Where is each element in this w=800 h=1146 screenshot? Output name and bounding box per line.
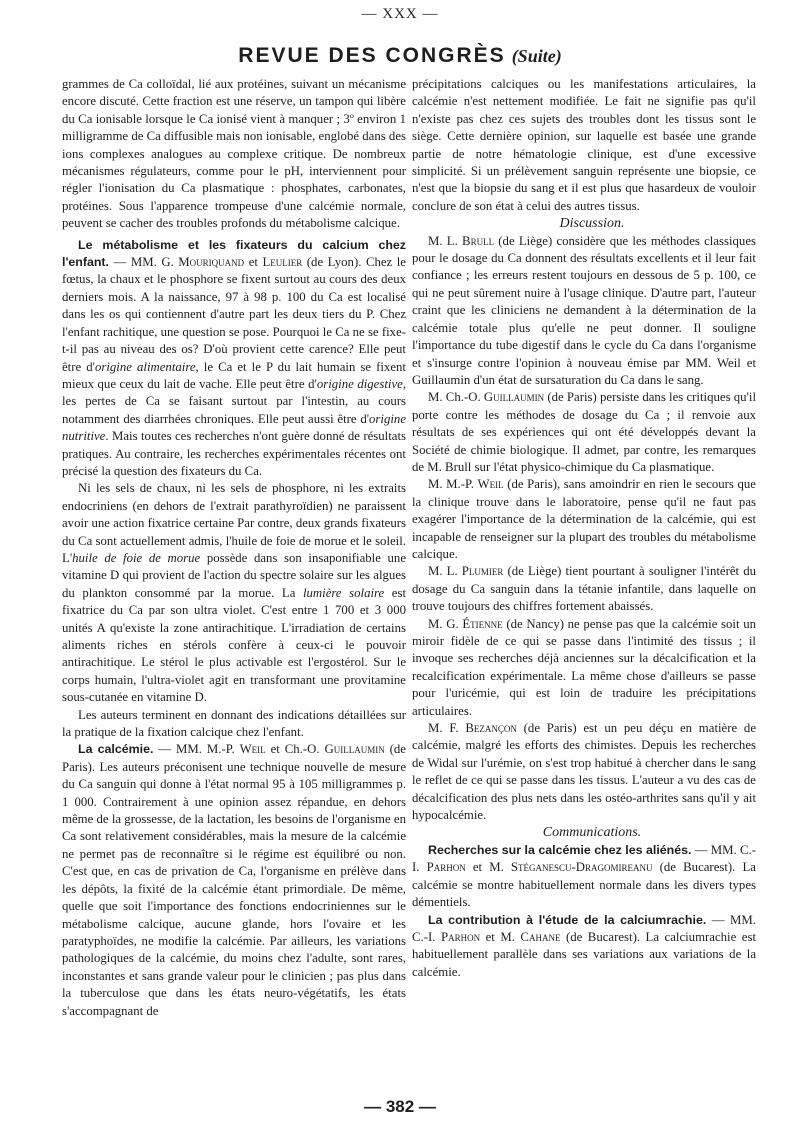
article-heading: Recherches sur la calcémie chez les aliénés. [428, 842, 692, 857]
article-heading: La calcémie. [78, 742, 154, 757]
title-main: REVUE DES CONGRÈS [238, 44, 506, 67]
paragraph: grammes de Ca colloïdal, lié aux protéines, suivant un mécanisme encore discuté. Cette fraction est une réserve, un tampon qui libère du Ca ionisable lorsque le Ca ionisé vient à manquer ; 3º environ 1 milligramme de Ca diffusible mais non ionisable, englobé dans des ions complexes analogues au complexe critique. De nombreux mécanismes régulateurs, comme pour le pH, interviennent pour régler l'ionisation du Ca plasmatique : phosphates, carbonates, protéines. Sous l'apparence trompeuse d'une calcémie normale, peuvent se cacher des troubles profonds du métabolisme calcique. [62, 77, 406, 231]
roman-page-number: — XXX — [361, 6, 439, 22]
author-name: Guillaumin [324, 742, 385, 757]
author-name: Weil [239, 742, 266, 757]
discussion-entry: M. L. Plumier (de Liège) tient pourtant à souligner l'intérêt du dosage du Ca sanguin dans la tétanie infantile, dans laquelle on trouve toujours des chiffres fortement abaissés. [412, 564, 756, 614]
author-name: Leulier [262, 255, 303, 270]
paragraph: Ni les sels de chaux, ni les sels de phosphore, ni les extraits endocriniens (en dehors de l'extrait parathyroïdien) ne paraissent avoir une action fixatrice certaine Par contre, deux grands fixateurs du Ca sont actuellement admis, l'huile de foie de morue et le soleil. L'huile de foie de morue possède dans son insaponifiable une vitamine D qui provient de l'action du spectre solaire sur les algues du plankton consommé par la morue. La lumière solaire est fixatrice du Ca par son ultra violet. C'est entre 1 700 et 3 000 unités A qu'existe la zone antirachitique. L'irradiation de certains aliments riches en stérols confère à ceux-ci le pouvoir antirachitique. Le stérol le plus activable est l'ergostérol. Sur le corps humain, l'ultra-violet agit en transformant une provitamine sous-cutanée en vitamine D. [62, 481, 407, 705]
discussion-entry: M. G. Étienne (de Nancy) ne pense pas que la calcémie soit un miroir fidèle de ce qui se passe dans l'intimité des tissus ; il invoque ses recherches déjà anciennes sur la décalcification et la recalcification expérimentale. La même chose d'ailleurs se passe pour l'uricémie, qui est loin de traduire les précipitations articulaires. [412, 616, 756, 718]
communication-entry: Recherches sur la calcémie chez les aliénés. — MM. C.-I. Parhon et M. Stéganescu-Dragomireanu (de Bucarest). La calcémie se montre habituellement normale dans les divers types démentiels. [412, 842, 756, 910]
author-name: Weil [477, 477, 504, 492]
page-number: — 382 — [364, 1097, 436, 1116]
author-name: Cahane [520, 929, 561, 944]
author-name: Parhon [440, 929, 481, 944]
author-name: Guillaumin [483, 390, 545, 405]
communication-entry: La contribution à l'étude de la calciumrachie. — MM. C.-I. Parhon et M. Cahane (de Bucarest). La calciumrachie est habituellement parallèle dans ses variations aux variations de la calcémie. [412, 912, 757, 979]
right-column [412, 76, 756, 981]
article-heading: La contribution à l'étude de la calciumrachie. [428, 912, 707, 927]
author-name: Bezançon [465, 721, 517, 736]
title-suffix: (Suite) [511, 46, 562, 66]
discussion-entry: M. M.-P. Weil (de Paris), sans amoindrir en rien le secours que la clinique trouve dans le laboratoire, pense qu'il ne faut pas exagérer l'importance de la détermination de la calcémie, qui est incapable de renseigner sur la plupart des troubles du métabolisme calcique. [412, 477, 756, 561]
discussion-entry: M. L. Brull (de Liège) considère que les méthodes classiques pour le dosage du Ca donnent des résultats excellents et il leur fait confiance ; les erreurs restent toujours en dessous de 5 p. 100, ce qui ne peut sûrement nuire à l'usage clinique. D'autre part, l'auteur craint que les cliniciens ne demandent à la détermination de la calcémie totale plus qu'elle ne peut donner. Il souligne l'importance du tube digestif dans le cycle du Ca dans l'organisme et s'insurge contre l'opinion à nouveau émise par MM. Weil et Guillaumin d'un état de sursaturation du Ca dans le sang. [412, 233, 756, 387]
communications-heading: Communications. [542, 825, 642, 841]
discussion-heading: Discussion. [559, 216, 625, 232]
author-name: Plumier [461, 564, 504, 579]
author-name: Parhon [426, 860, 466, 875]
paragraph: Les auteurs terminent en donnant des indications détaillées sur la pratique de la fixation calcique chez l'enfant. [62, 707, 406, 740]
author-name: Mouriquand [178, 255, 245, 270]
paragraph: précipitations calciques ou les manifestations articulaires, la calcémie n'est nettement modifiée. Le fait ne signifie pas qu'il n'existe pas chez ces sujets des troubles dont les tissus sont le siège. Cette dernière opinion, sur laquelle est basée une grande partie de notre hématologie clinique, est d'une excessive simplicité. Si un prélèvement sanguin représente une biopsie, ce n'est que la biopsie du sang et il est plus que hasardeux de vouloir conclure de son état à celui des autres tissus. [412, 77, 756, 213]
left-column [62, 76, 406, 1020]
author-name: Étienne [462, 616, 503, 631]
article-metabolisme: Le métabolisme et les fixateurs du calcium chez l'enfant. — MM. G. Mouriquand et Leulier (de Lyon). Chez le fœtus, la chaux et le phosphore se fixent surtout au cours des deux derniers mois. A la naissance, 97 à 98 p. 100 du Ca est localisé dans les os qui contiennent d'autre part les deux tiers du P. Chez l'enfant rachitique, une question se pose. Pourquoi le Ca ne se fixe-t-il pas au niveau des os? D'où provient cette carence? Elle peut être d'origine alimentaire, le Ca et le P du lait humain se fixent mieux que ceux du lait de vache. Elle peut être d'origine digestive, les pertes de Ca se faisant surtout par l'intestin, au cours notamment des diarrhées chroniques. Elle peut aussi être d'origine nutritive. Mais toutes ces recherches n'ont guère donné de résultats pratiques. Au contraire, les recherches expérimentales récentes ont précisé la question des fixateurs du Ca. [62, 237, 407, 478]
discussion-entry: M. F. Bezançon (de Paris) est un peu déçu en matière de calcémie, malgré les efforts des chimistes. Depuis les recherches de Widal sur l'urémie, on s'est trop habitué à chercher dans le sang le reflet de ce qui se passe dans les tissus. L'auteur a vu des cas de décalcification des plus nets dans les ostéo-arthrites sans qu'il y ait hypocalcémie. [412, 721, 756, 823]
article-heading: Le métabolisme et les fixateurs du calcium chez l'enfant. [62, 237, 406, 270]
article-calcemie: La calcémie. — MM. M.-P. Weil et Ch.-O. Guillaumin (de Paris). Les auteurs préconisent une technique nouvelle de mesure du Ca sanguin qui donne à l'état normal 95 à 105 milligrammes p. 1 000. Contrairement à une opinion assez répandue, en dehors même de la grossesse, de la lactation, les besoins de l'organisme en Ca sont relativement considérables, mais la mesure de la calcémie ne permet pas de reconnaître si le régime est équilibré ou non. C'est que, en cas de privation de Ca, l'organisme en prélève dans les dépôts, la fixité de la calcémie étant primordiale. De même, quelle que soit l'importance des fonctions endocriniennes sur le métabolisme calcique, aucune glande, hors l'ovaire et les paratyphoïdes, ne modifie la calcémie. Par ailleurs, les variations pathologiques de la calcémie, du moins chez l'adulte, sont rares, inconstantes et sans grande valeur pour le clinicien ; pas plus dans la tuberculose que dans les états neuro-végétatifs, les états s'accompagnant de [62, 742, 406, 1018]
author-name: Brull [462, 233, 495, 248]
page-title [0, 44, 800, 68]
discussion-entry: M. Ch.-O. Guillaumin (de Paris) persiste dans les critiques qu'il porte contre les méthodes de dosage du Ca ; il renvoie aux résultats de ses expériences qui ont été développés devant la Société de chimie biologique. Il admet, par contre, les remarques de M. Brull sur l'état physico-chimique du Ca plasmatique. [412, 390, 756, 474]
author-name: Stéganescu-Dragomireanu [510, 860, 653, 875]
